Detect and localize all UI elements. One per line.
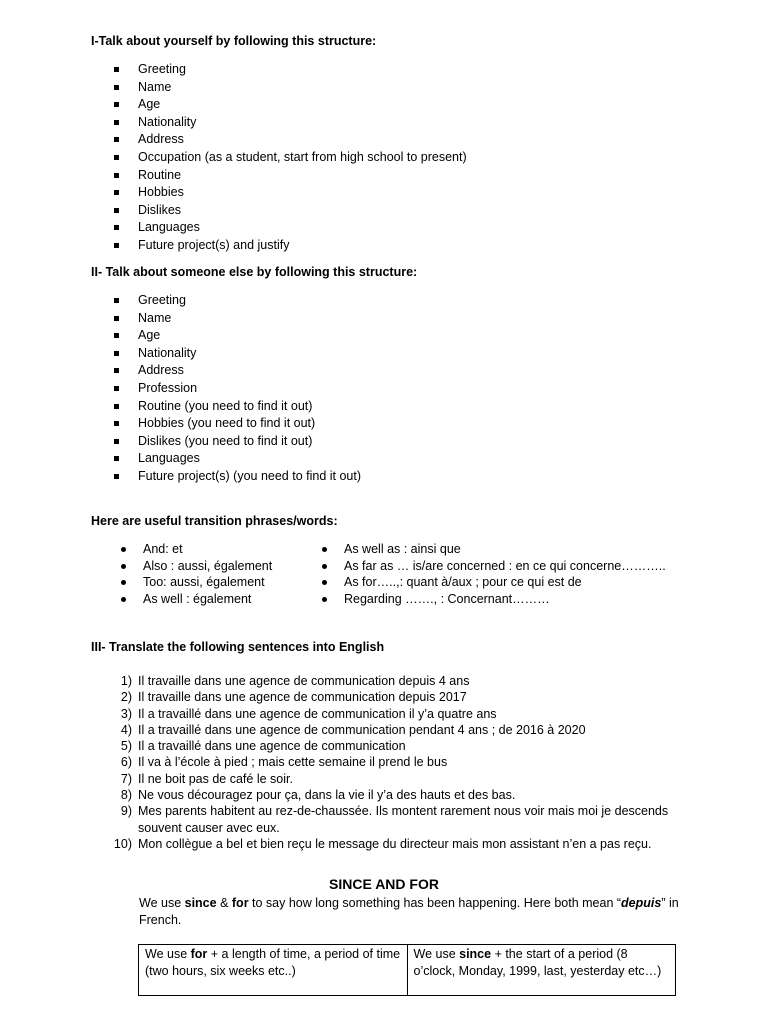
list-item: Routine	[114, 167, 467, 185]
list-item	[112, 803, 712, 836]
for-keyword: for	[190, 947, 208, 961]
depuis-keyword: depuis	[621, 896, 662, 910]
item-number: 9)	[120, 804, 132, 819]
list-item: Name	[114, 310, 361, 328]
list-item: Greeting	[114, 292, 361, 310]
item-number: 4)	[120, 722, 132, 737]
para-text: to say how long something has been happening. Here both mean “	[248, 896, 622, 910]
for-rule-cell	[139, 945, 408, 996]
item-number: 7)	[120, 771, 132, 786]
list-item: Future project(s) (you need to find it out)	[114, 468, 361, 486]
item-text: Il a travaillé dans une agence de communication pendant 4 ans ; de 2016 à 2020	[138, 722, 586, 737]
list-item: And: et	[119, 541, 272, 558]
since-keyword: since	[459, 947, 492, 961]
item-text: Il a travaillé dans une agence de communication il y’a quatre ans	[138, 706, 497, 721]
cell-text: + the start of a period (8 o’clock, Monday, 1999, last, yesterday etc…)	[413, 947, 662, 978]
para-text: &	[216, 896, 232, 910]
item-text: Mon collègue a bel et bien reçu le message du directeur mais mon assistant n’en a pas reçu.	[138, 836, 652, 851]
list-item: Regarding ……., : Concernant………	[320, 591, 666, 608]
item-text: Il travaille dans une agence de communication depuis 4 ans	[138, 674, 470, 688]
transitions-right-list	[320, 541, 666, 607]
section-1-list	[114, 61, 467, 255]
list-item: Hobbies	[114, 184, 467, 202]
list-item: Languages	[114, 219, 467, 237]
list-item	[112, 771, 712, 787]
item-number: 8)	[120, 788, 132, 803]
translation-list	[112, 673, 712, 852]
item-number: 6)	[120, 755, 132, 770]
transitions-left-list	[119, 541, 272, 607]
list-item: Dislikes (you need to find it out)	[114, 433, 361, 451]
item-text: Mes parents habitent au rez-de-chaussée. Ils montent rarement nous voir mais moi je descends souvent causer avec eux.	[138, 804, 669, 835]
since-for-paragraph	[139, 895, 679, 929]
item-number: 2)	[120, 690, 132, 705]
item-number: 5)	[120, 739, 132, 754]
transitions-title: Here are useful transition phrases/words:	[91, 514, 338, 528]
list-item: Address	[114, 362, 361, 380]
list-item: Age	[114, 327, 361, 345]
item-text: Il a travaillé dans une agence de communication	[138, 739, 406, 754]
list-item: As far as … is/are concerned : en ce qui concerne………..	[320, 558, 666, 575]
list-item	[112, 754, 712, 770]
list-item	[112, 722, 712, 738]
section-2-title: II- Talk about someone else by following this structure:	[91, 265, 418, 279]
list-item: Name	[114, 79, 467, 97]
list-item: Languages	[114, 450, 361, 468]
cell-text: We use	[145, 947, 191, 961]
list-item: As for…..,: quant à/aux ; pour ce qui est de	[320, 574, 666, 591]
since-keyword: since	[184, 896, 217, 910]
list-item: Occupation (as a student, start from high school to present)	[114, 149, 467, 167]
section-2-list	[114, 292, 361, 486]
item-text: Il ne boit pas de café le soir.	[138, 771, 293, 786]
since-rule-cell	[407, 945, 676, 996]
cell-text: We use	[413, 947, 460, 961]
list-item: Dislikes	[114, 202, 467, 220]
list-item: As well : également	[119, 591, 272, 608]
list-item	[112, 689, 712, 705]
list-item: Age	[114, 96, 467, 114]
para-text: ” in French.	[139, 896, 679, 927]
list-item: Future project(s) and justify	[114, 237, 467, 255]
list-item: As well as : ainsi que	[320, 541, 666, 558]
list-item	[112, 706, 712, 722]
table-row	[139, 945, 676, 996]
item-number: 1)	[120, 674, 132, 688]
list-item: Greeting	[114, 61, 467, 79]
since-for-title: SINCE AND FOR	[329, 876, 439, 892]
list-item: Also : aussi, également	[119, 558, 272, 575]
list-item	[112, 836, 712, 852]
list-item	[112, 673, 712, 689]
list-item: Nationality	[114, 345, 361, 363]
list-item	[112, 787, 712, 803]
item-number: 3)	[120, 706, 132, 721]
item-number: 10)	[113, 836, 132, 851]
list-item: Hobbies (you need to find it out)	[114, 415, 361, 433]
section-1-title: I-Talk about yourself by following this structure:	[91, 34, 377, 48]
list-item: Routine (you need to find it out)	[114, 398, 361, 416]
para-text: We use	[139, 896, 185, 910]
list-item: Profession	[114, 380, 361, 398]
item-text: Il travaille dans une agence de communication depuis 2017	[138, 690, 467, 705]
for-keyword: for	[231, 896, 249, 910]
list-item	[112, 738, 712, 754]
section-3-title: III- Translate the following sentences into English	[91, 640, 385, 654]
since-for-table	[138, 944, 676, 996]
list-item: Nationality	[114, 114, 467, 132]
cell-text: + a length of time, a period of time (two hours, six weeks etc..)	[145, 947, 401, 978]
item-text: Il va à l’école à pied ; mais cette semaine il prend le bus	[138, 755, 448, 770]
list-item: Address	[114, 131, 467, 149]
list-item: Too: aussi, également	[119, 574, 272, 591]
item-text: Ne vous découragez pour ça, dans la vie il y’a des hauts et des bas.	[138, 788, 516, 803]
